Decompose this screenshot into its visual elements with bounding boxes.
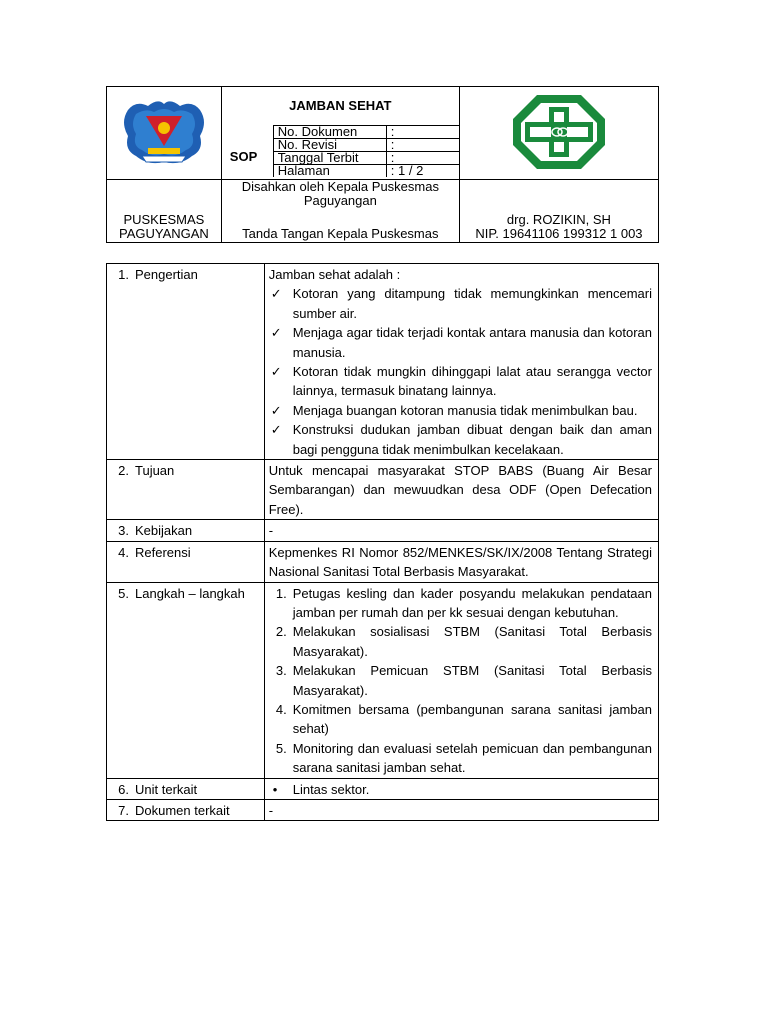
list-item: 4. Komitmen bersama (pembangunan sarana sanitasi jamban sehat)	[275, 701, 652, 737]
meta-key: No. Dokumen	[273, 126, 386, 139]
meta-key: No. Revisi	[273, 139, 386, 152]
sop-header-table	[106, 86, 659, 243]
signature-label: Tanda Tangan Kepala Puskesmas	[242, 226, 439, 241]
section-label	[107, 264, 265, 460]
table-row	[107, 460, 659, 520]
checkmark-icon: ✓	[270, 402, 282, 418]
section-content: Untuk mencapai masyarakat STOP BABS (Buang Air Besar Sembarangan) dan mewuudkan desa ODF (Open Defecation Free).	[264, 460, 658, 520]
section-number: 7.	[118, 802, 129, 818]
organization-name-line2: PAGUYANGAN	[118, 226, 209, 241]
steps-list	[269, 584, 652, 778]
checkmark-icon: ✓	[270, 325, 282, 341]
meta-row	[273, 165, 459, 178]
checkmark-icon: ✓	[270, 364, 282, 380]
approval-line2: Paguyangan	[303, 193, 377, 208]
section-label	[107, 778, 265, 799]
table-row	[107, 541, 659, 582]
bullet-icon: •	[272, 781, 278, 797]
list-item: ✓ Kotoran tidak mungkin dihinggapi lalat atau serangga vector lainnya, termasuk binatang lainnya.	[270, 364, 652, 399]
meta-key: Halaman	[273, 165, 386, 178]
section-title: Langkah – langkah	[135, 585, 245, 601]
meta-key: Tanggal Terbit	[273, 152, 386, 165]
section-content	[264, 778, 658, 799]
section-content	[264, 264, 658, 460]
list-item: 2. Melakukan sosialisasi STBM (Sanitasi Total Berbasis Masyarakat).	[275, 624, 652, 659]
section-label	[107, 520, 265, 541]
meta-value: :	[386, 139, 459, 152]
organization-name-line1: PUSKESMAS	[123, 212, 205, 227]
signer-nip: NIP. 19641106 199312 1 003	[475, 226, 643, 241]
organization-cell	[107, 180, 222, 243]
signer-cell	[459, 180, 658, 243]
list-item: 1. Petugas kesling dan kader posyandu melakukan pendataan jamban per rumah dan per kk sesuai dengan kebutuhan.	[275, 585, 652, 620]
section-number: 4.	[118, 544, 129, 560]
section-title: Referensi	[135, 544, 191, 560]
puskesmas-logo-cell	[459, 87, 658, 180]
section-content: Kepmenkes RI Nomor 852/MENKES/SK/IX/2008 Tentang Strategi Nasional Sanitasi Total Berbasis Masyarakat.	[264, 541, 658, 582]
section-label	[107, 799, 265, 820]
meta-value: : 1 / 2	[386, 165, 459, 178]
list-item: ✓ Menjaga agar tidak terjadi kontak antara manusia dan kotoran manusia.	[270, 325, 652, 360]
checkmark-icon: ✓	[270, 422, 282, 438]
section-label	[107, 582, 265, 778]
signer-name: drg. ROZIKIN, SH	[506, 212, 611, 227]
section-title: Tujuan	[135, 463, 175, 479]
section-title: Kebijakan	[135, 523, 193, 539]
table-row	[107, 799, 659, 820]
section-number: 5.	[118, 585, 129, 601]
table-row	[107, 778, 659, 799]
table-row	[107, 520, 659, 541]
regency-logo-cell	[107, 87, 222, 180]
sop-label: SOP	[229, 149, 258, 164]
list-item: ✓ Konstruksi dudukan jamban dibuat dengan baik dan aman bagi pengguna tidak menimbulkan kecelakaan.	[270, 422, 652, 457]
section-title: Unit terkait	[135, 781, 198, 797]
table-row	[107, 582, 659, 778]
list-item: ✓ Kotoran yang ditampung tidak memungkinkan mencemari sumber air.	[270, 286, 652, 321]
title-cell	[221, 87, 459, 180]
definition-intro: Jamban sehat adalah :	[268, 267, 401, 282]
meta-value: :	[386, 152, 459, 165]
section-content: -	[264, 520, 658, 541]
unit-item: Lintas sektor.	[292, 781, 370, 797]
section-number: 3.	[118, 523, 129, 539]
sop-content-table	[106, 263, 659, 821]
section-number: 2.	[118, 463, 129, 479]
puskesmas-cross-icon	[511, 93, 607, 171]
meta-value: :	[386, 126, 459, 139]
section-content: -	[264, 799, 658, 820]
definition-checklist	[269, 284, 652, 459]
document-title: JAMBAN SEHAT	[289, 98, 392, 113]
section-number: 1.	[118, 267, 129, 282]
approval-line1: Disahkan oleh Kepala Puskesmas	[241, 179, 439, 194]
section-content	[264, 582, 658, 778]
section-title: Dokumen terkait	[135, 802, 230, 818]
regency-emblem-icon	[118, 96, 210, 168]
list-item: ✓ Menjaga buangan kotoran manusia tidak menimbulkan bau.	[269, 401, 652, 420]
table-row	[107, 264, 659, 460]
section-title: Pengertian	[135, 267, 198, 282]
list-item: 5. Monitoring dan evaluasi setelah pemicuan dan pembangunan sarana sanitasi jamban sehat.	[275, 740, 652, 776]
approval-cell	[221, 180, 459, 243]
checkmark-icon: ✓	[270, 286, 282, 302]
document-meta-table	[273, 125, 459, 177]
section-label	[107, 460, 265, 520]
section-number: 6.	[118, 781, 129, 797]
section-label	[107, 541, 265, 582]
list-item: 3. Melakukan Pemicuan STBM (Sanitasi Total Berbasis Masyarakat).	[275, 663, 652, 698]
